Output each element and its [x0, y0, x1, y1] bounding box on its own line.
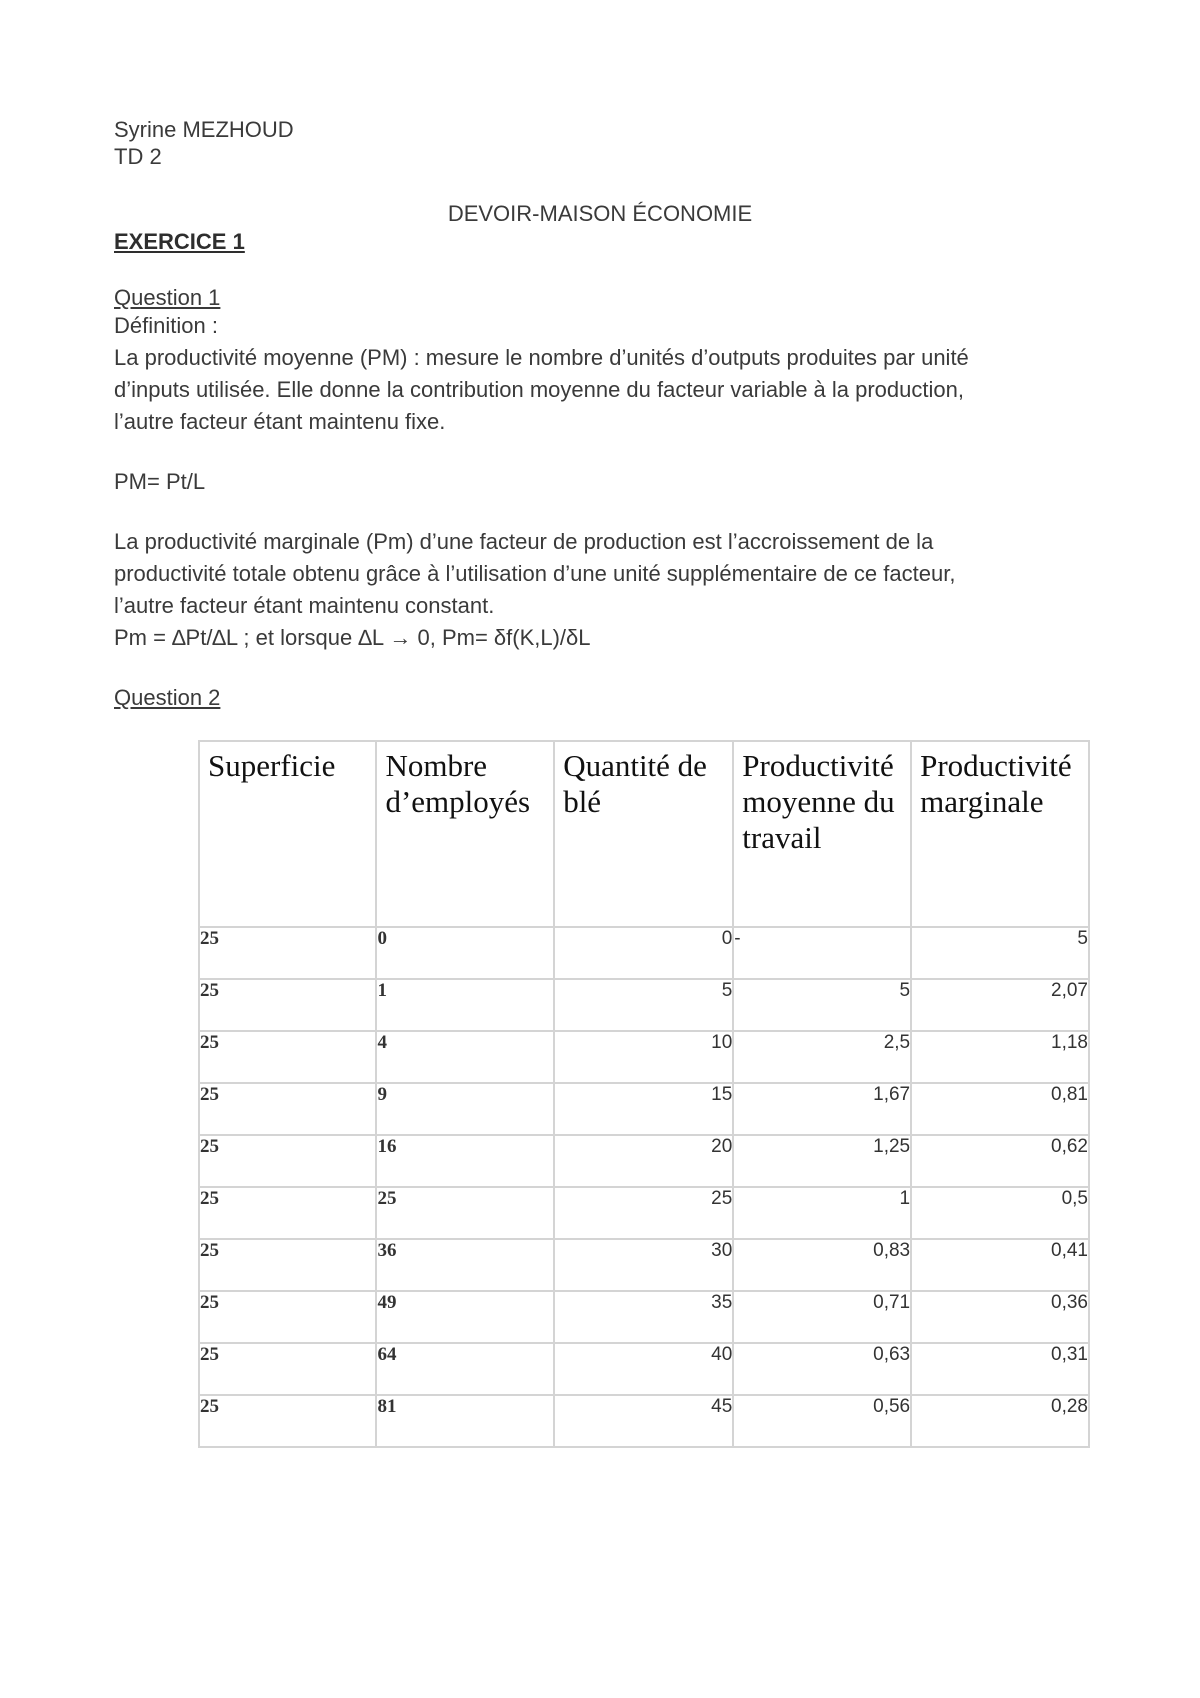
cell-superficie: 25 [199, 1343, 376, 1395]
cell-superficie: 25 [199, 927, 376, 979]
table-row [199, 979, 1089, 1031]
cell-nombre-employes: 9 [376, 1083, 554, 1135]
cell-nombre-employes: 1 [376, 979, 554, 1031]
header-superficie: Superficie [199, 741, 376, 927]
cell-nombre-employes: 16 [376, 1135, 554, 1187]
table-header-row [199, 741, 1089, 927]
cell-productivite-marginale: 0,62 [911, 1135, 1089, 1187]
cell-superficie: 25 [199, 1031, 376, 1083]
cell-productivite-marginale: 0,81 [911, 1083, 1089, 1135]
pm-definition-line-1: La productivité moyenne (PM) : mesure le nombre d’unités d’outputs produites par unité [114, 345, 969, 370]
pmg-formula: Pm = ∆Pt/∆L ; et lorsque ∆L → 0, Pm= δf(K,L)/δL [114, 625, 591, 650]
cell-quantite-ble: 25 [554, 1187, 733, 1239]
cell-superficie: 25 [199, 1395, 376, 1447]
pm-definition-line-2: d’inputs utilisée. Elle donne la contribution moyenne du facteur variable à la production, [114, 377, 964, 402]
cell-productivite-marginale: 5 [911, 927, 1089, 979]
cell-productivite-marginale: 0,41 [911, 1239, 1089, 1291]
header-nombre-employes: Nombre d’employés [376, 741, 554, 927]
cell-quantite-ble: 0 [554, 927, 733, 979]
cell-nombre-employes: 36 [376, 1239, 554, 1291]
cell-productivite-moyenne: 1 [733, 1187, 911, 1239]
cell-productivite-moyenne: 1,67 [733, 1083, 911, 1135]
cell-productivite-marginale: 0,28 [911, 1395, 1089, 1447]
pmg-definition-line-2: productivité totale obtenu grâce à l’utilisation d’une unité supplémentaire de ce facteur, [114, 561, 956, 586]
cell-productivite-moyenne: 0,56 [733, 1395, 911, 1447]
table-row [199, 1395, 1089, 1447]
definition-label: Définition : [114, 313, 218, 338]
exercise-heading: EXERCICE 1 [114, 229, 245, 254]
cell-nombre-employes: 49 [376, 1291, 554, 1343]
question-2-label: Question 2 [114, 685, 221, 710]
header-quantite-ble: Quantité de blé [554, 741, 733, 927]
header-productivite-moyenne: Productivité moyenne du travail [733, 741, 911, 927]
pm-formula: PM= Pt/L [114, 469, 206, 494]
table-row [199, 927, 1089, 979]
cell-productivite-marginale: 2,07 [911, 979, 1089, 1031]
pm-definition-line-3: l’autre facteur étant maintenu fixe. [114, 409, 446, 434]
cell-productivite-moyenne: 1,25 [733, 1135, 911, 1187]
cell-quantite-ble: 45 [554, 1395, 733, 1447]
cell-nombre-employes: 0 [376, 927, 554, 979]
cell-productivite-moyenne: - [733, 927, 911, 979]
cell-productivite-marginale: 0,5 [911, 1187, 1089, 1239]
cell-superficie: 25 [199, 979, 376, 1031]
cell-quantite-ble: 15 [554, 1083, 733, 1135]
cell-nombre-employes: 4 [376, 1031, 554, 1083]
cell-quantite-ble: 5 [554, 979, 733, 1031]
header-productivite-marginale: Productivité marginale [911, 741, 1089, 927]
cell-productivite-marginale: 0,36 [911, 1291, 1089, 1343]
cell-quantite-ble: 40 [554, 1343, 733, 1395]
table-row [199, 1135, 1089, 1187]
document-title: DEVOIR-MAISON ÉCONOMIE [447, 201, 753, 226]
cell-nombre-employes: 25 [376, 1187, 554, 1239]
pmg-definition-line-3: l’autre facteur étant maintenu constant. [114, 593, 495, 618]
cell-quantite-ble: 20 [554, 1135, 733, 1187]
cell-superficie: 25 [199, 1291, 376, 1343]
cell-productivite-marginale: 0,31 [911, 1343, 1089, 1395]
cell-productivite-moyenne: 0,71 [733, 1291, 911, 1343]
author-name: Syrine MEZHOUD [114, 117, 294, 142]
cell-superficie: 25 [199, 1083, 376, 1135]
cell-superficie: 25 [199, 1187, 376, 1239]
cell-quantite-ble: 30 [554, 1239, 733, 1291]
cell-quantite-ble: 10 [554, 1031, 733, 1083]
table-row [199, 1239, 1089, 1291]
cell-superficie: 25 [199, 1135, 376, 1187]
cell-nombre-employes: 81 [376, 1395, 554, 1447]
productivity-table [198, 740, 1090, 1448]
table-row [199, 1187, 1089, 1239]
table-row [199, 1031, 1089, 1083]
cell-productivite-moyenne: 2,5 [733, 1031, 911, 1083]
cell-superficie: 25 [199, 1239, 376, 1291]
pmg-definition-line-1: La productivité marginale (Pm) d’une facteur de production est l’accroissement de la [114, 529, 934, 554]
table-row [199, 1083, 1089, 1135]
cell-nombre-employes: 64 [376, 1343, 554, 1395]
cell-productivite-moyenne: 0,63 [733, 1343, 911, 1395]
cell-productivite-marginale: 1,18 [911, 1031, 1089, 1083]
cell-productivite-moyenne: 0,83 [733, 1239, 911, 1291]
cell-productivite-moyenne: 5 [733, 979, 911, 1031]
table-row [199, 1291, 1089, 1343]
group-label: TD 2 [114, 144, 162, 169]
table-row [199, 1343, 1089, 1395]
question-1-label: Question 1 [114, 285, 221, 310]
cell-quantite-ble: 35 [554, 1291, 733, 1343]
